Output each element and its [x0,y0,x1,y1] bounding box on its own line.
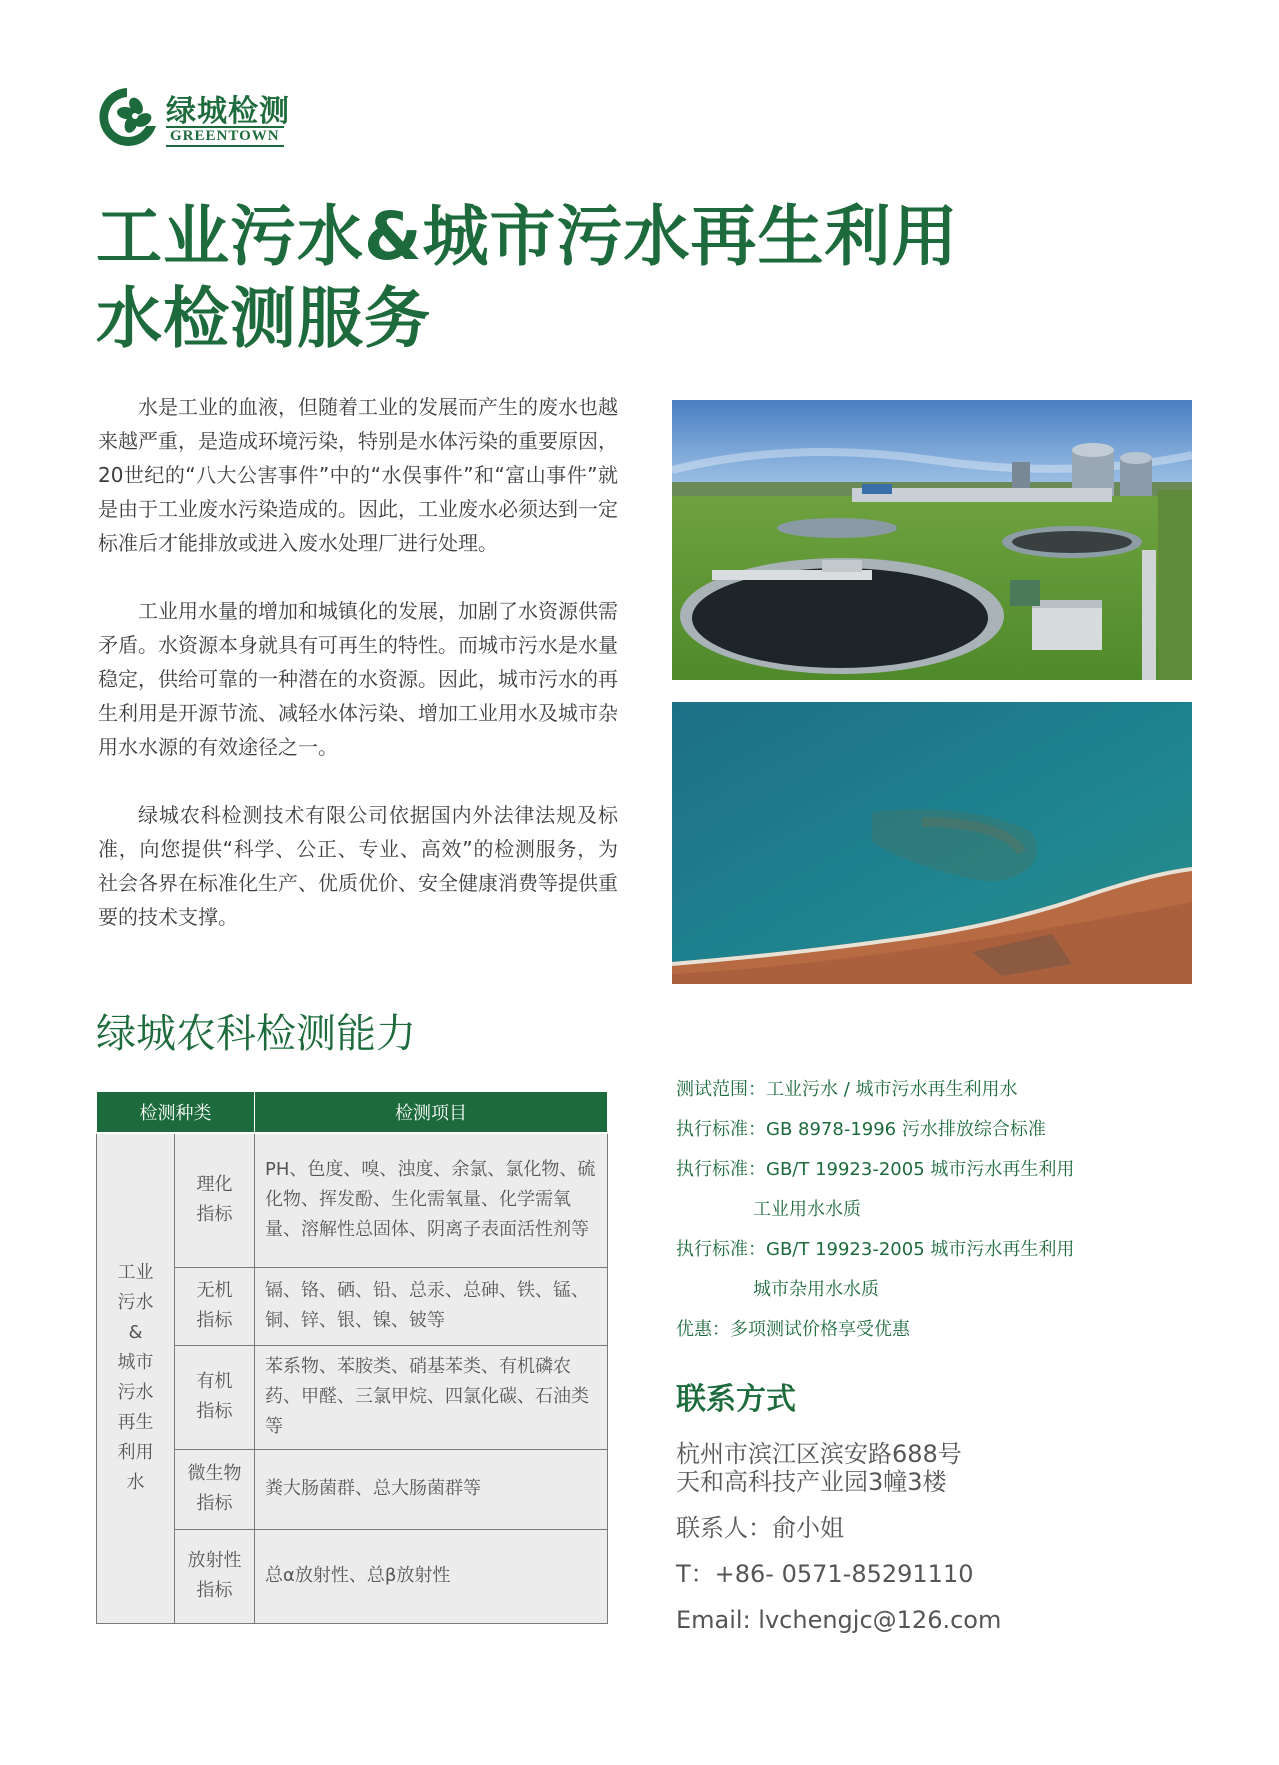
standard-3: 执行标准：GB/T 19923-2005 城市污水再生利用 [676,1239,1075,1260]
test-info [676,1076,1236,1356]
subcategory-cell: 理化 指标 [175,1133,255,1267]
logo-name-cn: 绿城检测 [166,94,290,129]
email-address: Email: lvchengjc@126.com [676,1606,1002,1634]
standard-2: 执行标准：GB/T 19923-2005 城市污水再生利用 [676,1159,1075,1180]
subcategory-cell: 有机 指标 [175,1345,255,1449]
items-cell: PH、色度、嗅、浊度、余氯、氯化物、硫化物、挥发酚、生化需氧量、化学需氧量、溶解性总固体、阴离子表面活性剂等 [255,1133,608,1267]
greentown-logo-icon [96,86,158,148]
items-cell: 镉、铬、硒、铅、总汞、总砷、铁、锰、铜、锌、银、镍、铍等 [255,1267,608,1345]
subcategory-cell: 放射性 指标 [175,1529,255,1623]
contact-person: 联系人：俞小姐 [676,1514,844,1542]
category-cell: 工业 污水 & 城市 污水 再生 利用 水 [97,1133,175,1623]
header-items: 检测项目 [255,1092,608,1134]
standard-3-continued: 城市杂用水水质 [753,1279,879,1300]
capabilities-table [96,1091,608,1624]
standard-1: 执行标准：GB 8978-1996 污水排放综合标准 [676,1119,1046,1140]
coastline-aerial-photo [672,702,1192,984]
header-category: 检测种类 [97,1092,255,1134]
intro-paragraph-1: 水是工业的血液，但随着工业的发展而产生的废水也越来越严重，是造成环境污染，特别是水体污染的重要原因，20世纪的“八大公害事件”中的“水俣事件”和“富山事件”就是由于工业废水污染造成的。因此，工业废水必须达到一定标准后才能排放或进入废水处理厂进行处理。 [98,395,618,555]
intro-text [98,390,618,968]
standard-2-continued: 工业用水水质 [753,1199,861,1220]
page-title [96,196,959,360]
contact-title: 联系方式 [676,1382,796,1417]
test-scope: 测试范围：工业污水 / 城市污水再生利用水 [676,1079,1018,1100]
logo-name-en: GREENTOWN [166,126,284,147]
items-cell: 苯系物、苯胺类、硝基苯类、有机磷农药、甲醛、三氯甲烷、四氯化碳、石油类等 [255,1345,608,1449]
intro-paragraph-2: 工业用水量的增加和城镇化的发展，加剧了水资源供需矛盾。水资源本身就具有可再生的特性。而城市污水是水量稳定，供给可靠的一种潜在的水资源。因此，城市污水的再生利用是开源节流、减轻水体污染、增加工业用水及城市杂用水水源的有效途径之一。 [98,599,618,759]
logo [96,84,296,150]
subcategory-cell: 无机 指标 [175,1267,255,1345]
intro-paragraph-3: 绿城农科检测技术有限公司依据国内外法律法规及标准，向您提供“科学、公正、专业、高效”的检测服务，为社会各界在标准化生产、优质优价、安全健康消费等提供重要的技术支撑。 [98,803,618,929]
items-cell: 总α放射性、总β放射性 [255,1529,608,1623]
address-line-2: 天和高科技产业园3幢3楼 [676,1468,947,1496]
table-row [97,1133,608,1267]
subcategory-cell: 微生物 指标 [175,1449,255,1529]
address-line-1: 杭州市滨江区滨安路688号 [676,1440,962,1468]
promotion: 优惠：多项测试价格享受优惠 [676,1319,910,1340]
capabilities-title: 绿城农科检测能力 [96,1011,416,1057]
phone-number: T：+86- 0571-85291110 [676,1560,974,1588]
contact-info [676,1440,1236,1634]
title-line-1: 工业污水&城市污水再生利用 [96,198,959,275]
title-line-2: 水检测服务 [96,280,431,357]
items-cell: 粪大肠菌群、总大肠菌群等 [255,1449,608,1529]
wastewater-plant-photo [672,400,1192,680]
